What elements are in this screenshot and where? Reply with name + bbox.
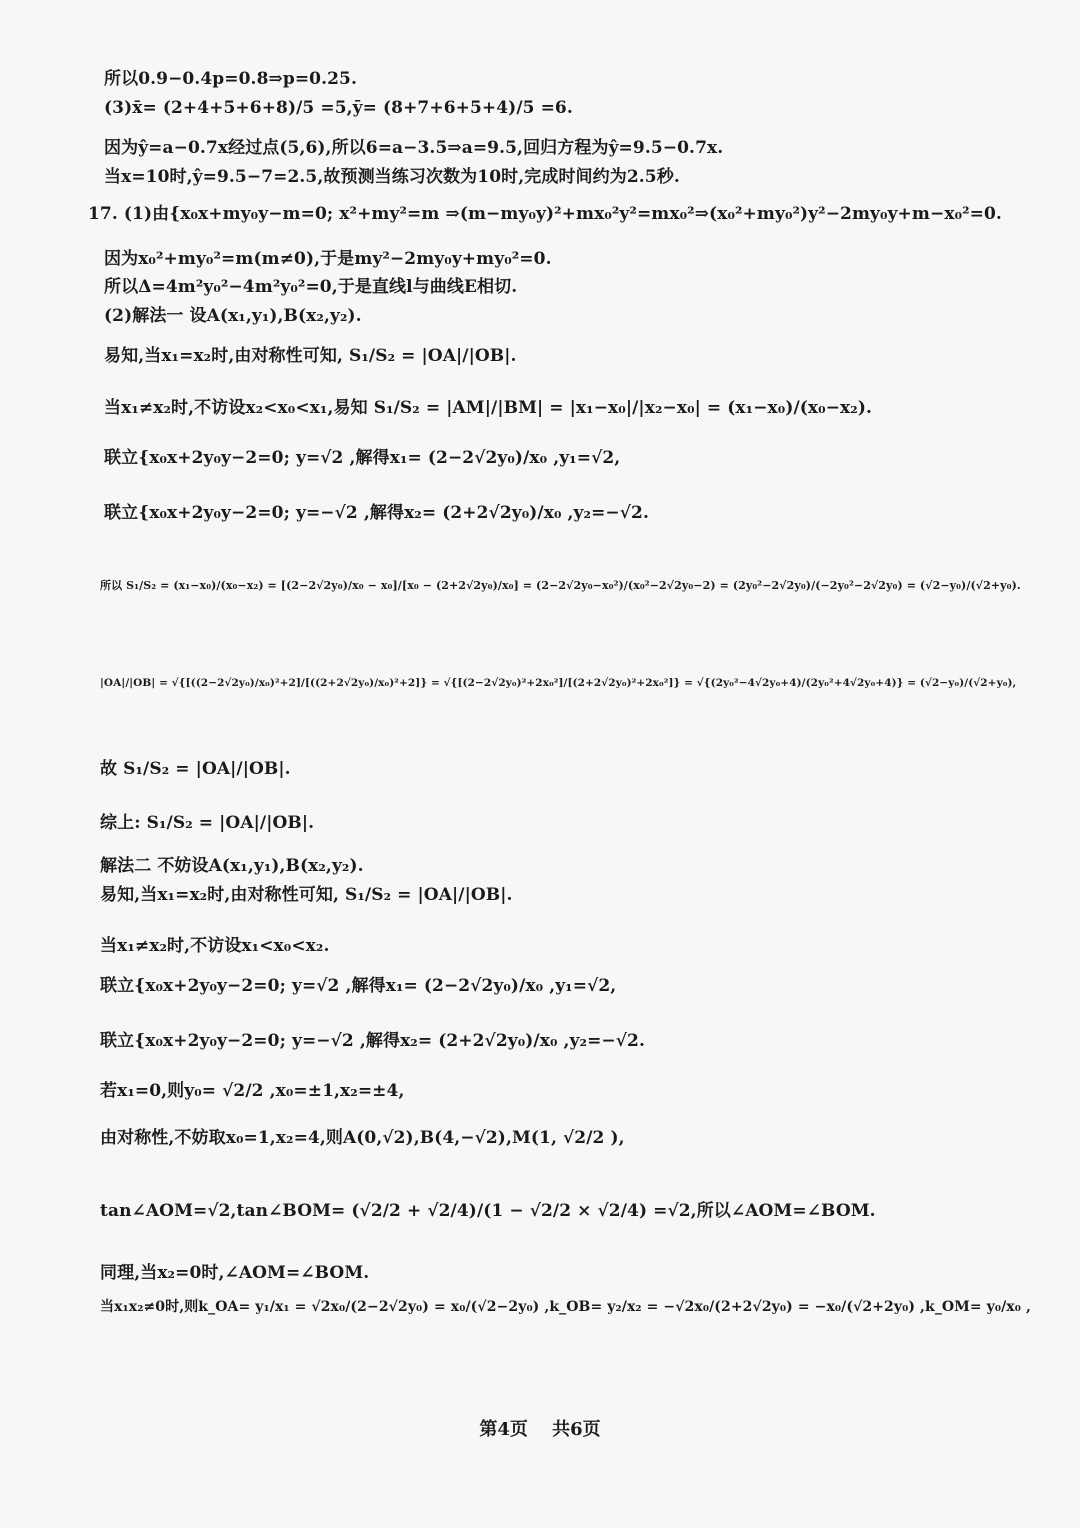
text-line: 当x₁x₂≠0时,则k_OA= y₁/x₁ = √2x₀/(2−2√2y₀) = x₀/(√2−2y₀) ,k_OB= y₂/x₂ = −√2x₀/(2+2√2y₀) = −x₀/(√2+2y₀) ,k_OM= y₀/x₀ , — [100, 1299, 1031, 1315]
text-line: 联立{x₀x+2y₀y−2=0; y=−√2 ,解得x₂= (2+2√2y₀)/x₀ ,y₂=−√2. — [100, 1031, 645, 1051]
text-line: 所以0.9−0.4p=0.8⇒p=0.25. — [104, 69, 357, 89]
text-line: (2)解法一 设A(x₁,y₁),B(x₂,y₂). — [104, 306, 362, 326]
text-line: 若x₁=0,则y₀= √2/2 ,x₀=±1,x₂=±4, — [100, 1081, 405, 1101]
text-line: 故 S₁/S₂ = |OA|/|OB|. — [100, 759, 291, 779]
text-line: 综上: S₁/S₂ = |OA|/|OB|. — [100, 813, 315, 833]
text-line: 17. (1)由{x₀x+my₀y−m=0; x²+my²=m ⇒(m−my₀y)²+mx₀²y²=mx₀²⇒(x₀²+my₀²)y²−2my₀y+m−x₀²=0. — [88, 204, 1002, 224]
text-line: 同理,当x₂=0时,∠AOM=∠BOM. — [100, 1263, 370, 1283]
text-line: 由对称性,不妨取x₀=1,x₂=4,则A(0,√2),B(4,−√2),M(1, √2/2 ), — [100, 1128, 625, 1148]
text-line: tan∠AOM=√2,tan∠BOM= (√2/2 + √2/4)/(1 − √2/2 × √2/4) =√2,所以∠AOM=∠BOM. — [100, 1201, 876, 1221]
text-line: 因为x₀²+my₀²=m(m≠0),于是my²−2my₀y+my₀²=0. — [104, 249, 552, 269]
text-line: 易知,当x₁=x₂时,由对称性可知, S₁/S₂ = |OA|/|OB|. — [104, 346, 517, 366]
text-line: 联立{x₀x+2y₀y−2=0; y=√2 ,解得x₁= (2−2√2y₀)/x₀ ,y₁=√2, — [104, 448, 621, 468]
text-line: (3)x̄= (2+4+5+6+8)/5 =5,ȳ= (8+7+6+5+4)/5 =6. — [104, 98, 573, 118]
text-line: 所以 S₁/S₂ = (x₁−x₀)/(x₀−x₂) = [(2−2√2y₀)/x₀ − x₀]/[x₀ − (2+2√2y₀)/x₀] = (2−2√2y₀−x₀²)/(x₀²−2√2y₀−2) = (2y₀²−2√2y₀)/(−2y₀²−2√2y₀) = (√2−y₀)/(√2+y₀). — [100, 579, 1021, 592]
text-line: 所以Δ=4m²y₀²−4m²y₀²=0,于是直线l与曲线E相切. — [104, 277, 518, 297]
text-line: 因为ŷ=a−0.7x经过点(5,6),所以6=a−3.5⇒a=9.5,回归方程为ŷ=9.5−0.7x. — [104, 138, 724, 158]
text-line: 当x=10时,ŷ=9.5−7=2.5,故预测当练习次数为10时,完成时间约为2.5秒. — [104, 167, 680, 187]
text-line: 解法二 不妨设A(x₁,y₁),B(x₂,y₂). — [100, 856, 364, 876]
text-line: 联立{x₀x+2y₀y−2=0; y=√2 ,解得x₁= (2−2√2y₀)/x₀ ,y₁=√2, — [100, 976, 617, 996]
text-line: 当x₁≠x₂时,不访设x₁<x₀<x₂. — [100, 936, 330, 956]
page-footer: 第4页 共6页 — [479, 1419, 601, 1440]
text-line: 联立{x₀x+2y₀y−2=0; y=−√2 ,解得x₂= (2+2√2y₀)/x₀ ,y₂=−√2. — [104, 503, 649, 523]
text-line: 当x₁≠x₂时,不访设x₂<x₀<x₁,易知 S₁/S₂ = |AM|/|BM| = |x₁−x₀|/|x₂−x₀| = (x₁−x₀)/(x₀−x₂). — [104, 398, 873, 418]
text-line: 易知,当x₁=x₂时,由对称性可知, S₁/S₂ = |OA|/|OB|. — [100, 885, 513, 905]
text-line: |OA|/|OB| = √{[((2−2√2y₀)/x₀)²+2]/[((2+2√2y₀)/x₀)²+2]} = √{[(2−2√2y₀)²+2x₀²]/[(2+2√2y₀)²+2x₀²]} = √{(2y₀²−4√2y₀+4)/(2y₀²+4√2y₀+4)} = (√2−y₀)/(√2+y₀), — [100, 677, 1017, 689]
